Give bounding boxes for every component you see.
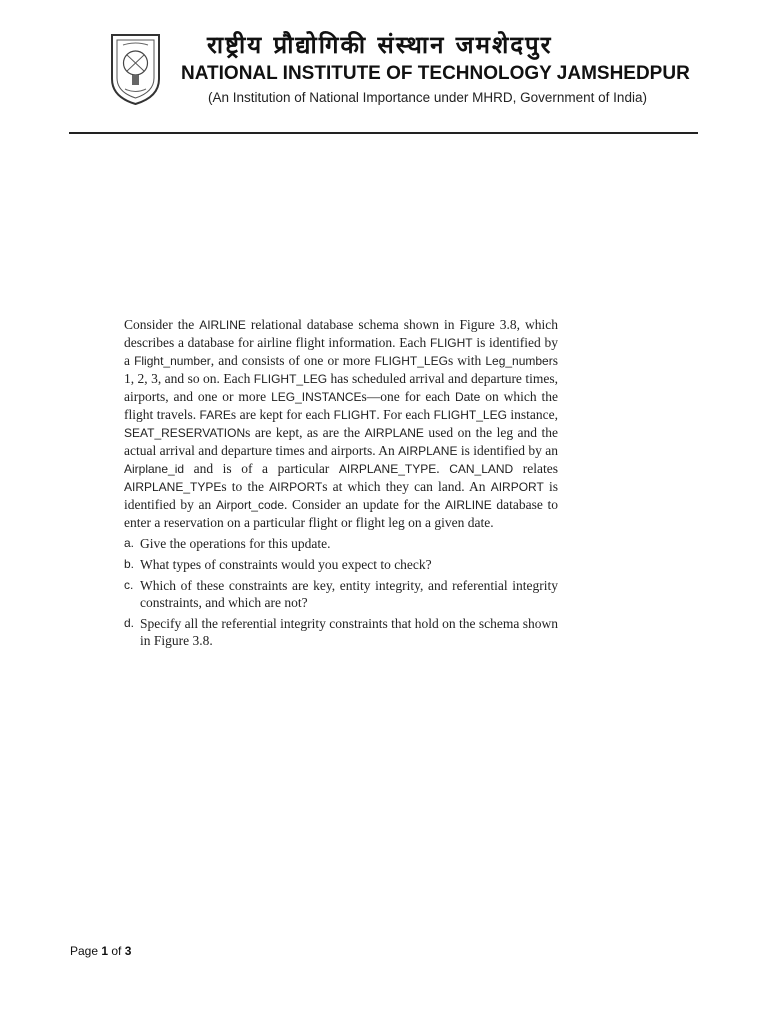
institute-logo-seal — [107, 31, 164, 107]
subpart-b: b. What types of constraints would you expect to check? — [124, 557, 432, 572]
institute-name-english: NATIONAL INSTITUTE OF TECHNOLOGY JAMSHEDPUR — [181, 63, 690, 84]
institute-subtitle: (An Institution of National Importance under MHRD, Government of India) — [208, 90, 647, 105]
page-number: Page 1 of 3 — [70, 944, 132, 958]
question-subparts — [124, 535, 558, 649]
subpart-c: c. Which of these constraints are key, entity integrity, and referential integrity constraints, and which are not? — [124, 578, 558, 610]
question-block — [124, 316, 558, 653]
subpart-a: a. Give the operations for this update. — [124, 536, 331, 551]
institute-name-hindi: राष्ट्रीय प्रौद्योगिकी संस्थान जमशेदपुर — [207, 31, 553, 59]
question-paragraph: Consider the AIRLINE relational database schema shown in Figure 3.8, which describes a database for airline flight information. Each FLIGHT is identified by a Flight_number, and consists of one or more FLIGHT_LEGs with Leg_numbers 1, 2, 3, and so on. Each FLIGHT_LEG has scheduled arrival and departure times, airports, and one or more LEG_INSTANCEs—one for each Date on which the flight travels. FAREs are kept for each FLIGHT. For each FLIGHT_LEG instance, SEAT_RESERVATIONs are kept, as are the AIRPLANE used on the leg and the actual arrival and departure times and airports. An AIRPLANE is identified by an Airplane_id and is of a particular AIRPLANE_TYPE. CAN_LAND relates AIRPLANE_TYPEs to the AIRPORTs at which they can land. An AIRPORT is identified by an Airport_code. Consider an update for the AIRLINE database to enter a reservation on a particular flight or flight leg on a given date. — [124, 317, 559, 530]
header-divider — [69, 132, 698, 134]
subpart-d: d. Specify all the referential integrity constraints that hold on the schema shown in Figure 3.8. — [124, 616, 559, 648]
